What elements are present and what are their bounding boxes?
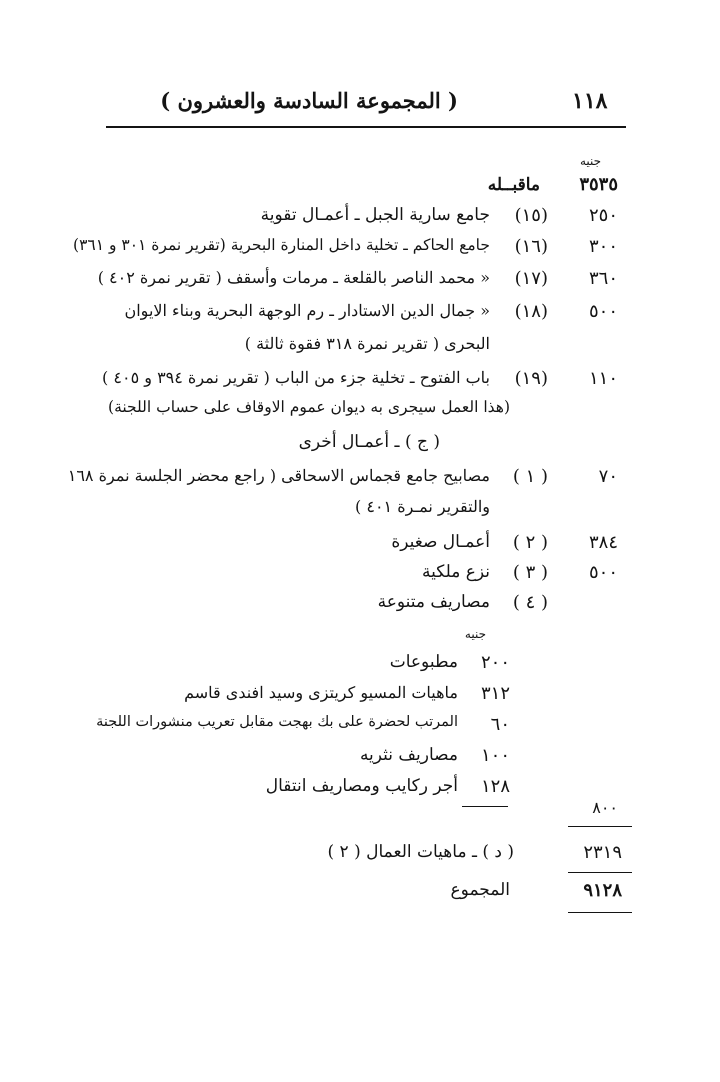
item-text: جامع سارية الجبل ـ أعمـال تقوية [260, 205, 490, 225]
grand-total-underline [568, 912, 632, 913]
item-amount: ٧٠ [598, 466, 618, 487]
section-d-amount: ٢٣١٩ [583, 842, 622, 863]
sub-item-amount: ٣١٢ [480, 683, 510, 704]
grand-total-amount: ٩١٢٨ [583, 880, 622, 901]
item-text: جامع الحاكم ـ تخلية داخل المنارة البحرية (تقرير نمرة ٣٠١ و ٣٦١) [73, 236, 490, 254]
sub-item-amount: ١٢٨ [480, 776, 510, 797]
item-number: (١٥) [514, 205, 548, 226]
item-text: أعمـال صغيرة [391, 532, 490, 552]
sub-item-text: المرتب لحضرة على بك بهجت مقابل تعريب منشورات اللجنة [96, 714, 458, 730]
item-text: نزع ملكية [421, 562, 490, 582]
subtotal-amount: ٨٠٠ [592, 798, 618, 817]
brought-forward-label: ماقبــله [487, 175, 540, 195]
section-heading-c: ( ج ) ـ أعمـال أخرى [298, 432, 440, 452]
brought-forward-amount: ٣٥٣٥ [579, 174, 618, 195]
item-text: مصاريف متنوعة [377, 592, 490, 612]
item-text-continuation: البحرى ( تقرير نمرة ٣١٨ فقوة ثالثة ) [244, 334, 490, 353]
item-amount: ٥٠٠ [588, 562, 618, 583]
item-number: ( ٢ ) [512, 532, 548, 553]
item-amount: ٣٠٠ [588, 236, 618, 257]
item-amount: ٣٦٠ [588, 268, 618, 289]
sub-item-text: مطبوعات [389, 652, 458, 672]
sub-item-text: مصاريف نثريه [359, 745, 458, 765]
sub-item-text: أجر ركايب ومصاريف انتقال [265, 776, 458, 796]
item-text: « جمال الدين الاستادار ـ رم الوجهة البحرية وبناء الايوان [124, 301, 490, 320]
item-number: (١٧) [514, 268, 548, 289]
page-number: ١١٨ [572, 88, 608, 114]
running-header-title: ( المجموعة السادسة والعشرون ) [160, 88, 458, 113]
item-number: (١٨) [514, 301, 548, 322]
subtotal-rule [462, 806, 508, 807]
sub-item-text: ماهيات المسيو كريتزى وسيد افندى قاسم [184, 683, 458, 702]
header-rule [106, 126, 626, 128]
section-d-text: ( د ) ـ ماهيات العمال ( ٢ ) [327, 842, 514, 862]
item-amount: ٢٥٠ [588, 205, 618, 226]
item-text: باب الفتوح ـ تخلية جزء من الباب ( تقرير نمرة ٣٩٤ و ٤٠٥ ) [102, 368, 490, 387]
item-text-continuation: (هذا العمل سيجرى به ديوان عموم الاوقاف على حساب اللجنة) [108, 398, 510, 416]
item-number: ( ١ ) [512, 466, 548, 487]
sub-currency-label: جنيه [464, 627, 486, 641]
sub-item-amount: ٦٠ [490, 714, 510, 735]
sub-item-amount: ٢٠٠ [480, 652, 510, 673]
item-amount: ٣٨٤ [588, 532, 618, 553]
total-rule [568, 826, 632, 827]
item-text-continuation: والتقرير نمـرة ٤٠١ ) [355, 497, 490, 516]
item-text: مصابيح جامع قجماس الاسحاقى ( راجع محضر الجلسة نمرة ١٦٨ [67, 466, 490, 485]
item-number: ( ٣ ) [512, 562, 548, 583]
item-amount: ٥٠٠ [588, 301, 618, 322]
item-text: « محمد الناصر بالقلعة ـ مرمات وأسقف ( تقرير نمرة ٤٠٢ ) [97, 268, 490, 287]
grand-total-rule [568, 872, 632, 873]
grand-total-label: المجموع [450, 880, 510, 900]
currency-label: جنيه [580, 154, 602, 168]
item-amount: ١١٠ [588, 368, 618, 389]
item-number: ( ٤ ) [512, 592, 548, 613]
item-number: (١٦) [514, 236, 548, 257]
sub-item-amount: ١٠٠ [480, 745, 510, 766]
item-number: (١٩) [514, 368, 548, 389]
